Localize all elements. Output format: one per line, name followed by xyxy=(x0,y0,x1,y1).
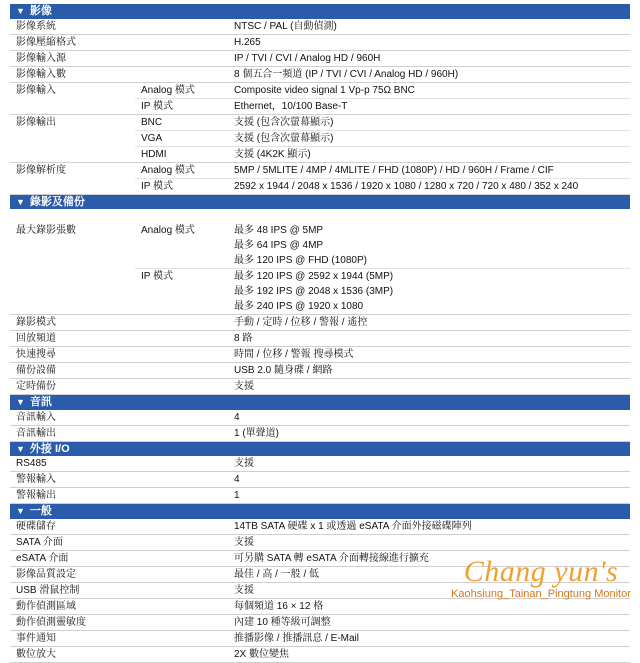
spec-value: NTSC / PAL (自動偵測) xyxy=(234,20,337,32)
spec-label: 影像輸入 xyxy=(16,84,56,96)
spec-row xyxy=(10,647,630,663)
spec-value: 支援 xyxy=(234,458,254,469)
spec-row xyxy=(10,519,630,535)
spec-group-video-output xyxy=(10,115,630,163)
spec-value: 8 個五合一頻道 (IP / TVI / CVI / Analog HD / 960H) xyxy=(234,68,459,80)
spec-group-max-record xyxy=(10,209,630,315)
spec-row xyxy=(10,315,630,331)
section-header-record xyxy=(10,195,630,210)
spec-label: 影像系統 xyxy=(16,20,56,32)
spec-group-video-input xyxy=(10,83,630,115)
spec-row xyxy=(10,331,630,347)
spec-value: 支援 xyxy=(234,584,254,596)
spec-value: H.265 xyxy=(234,36,261,48)
spec-label: 音訊輸出 xyxy=(16,427,56,439)
section-header-io xyxy=(10,442,630,457)
watermark-title: Chang yun's xyxy=(463,555,619,588)
spec-label: 最大錄影張數 xyxy=(16,225,76,236)
spec-row xyxy=(10,456,630,472)
spec-value: 5MP / 5MLITE / 4MP / 4MLITE / FHD (1080P) / HD / 960H / Frame / CIF xyxy=(234,164,554,176)
spec-row xyxy=(10,488,630,504)
section-header-audio xyxy=(10,395,630,410)
spec-label: 影像品質設定 xyxy=(16,568,76,580)
spec-value: 4 xyxy=(234,411,240,423)
spec-sub-label: VGA xyxy=(141,132,163,144)
spec-row xyxy=(10,426,630,442)
section-title: 外接 I/O xyxy=(29,442,70,455)
spec-sub-label: IP 模式 xyxy=(141,100,174,112)
section-title: 影像 xyxy=(29,5,52,17)
spec-value: 14TB SATA 硬碟 x 1 或透過 eSATA 介面外接磁碟陣列 xyxy=(234,520,472,532)
spec-value: 推播影像 / 推播訊息 / E-Mail xyxy=(234,632,360,644)
spec-row xyxy=(10,379,630,395)
spec-row xyxy=(10,615,630,631)
spec-label: 事件通知 xyxy=(16,632,56,644)
spec-value-line: 最多 120 IPS @ 2592 x 1944 (5MP) xyxy=(234,271,394,282)
spec-sub-label: Analog 模式 xyxy=(141,225,195,236)
spec-value: 支援 (包含次螢幕顯示) xyxy=(234,132,334,144)
spec-label: USB 滑鼠控制 xyxy=(16,584,80,596)
spec-value: Ethernet，10/100 Base-T xyxy=(234,100,348,112)
spec-label: 影像解析度 xyxy=(16,164,66,176)
spec-value: 可另購 SATA 轉 eSATA 介面轉接線進行擴充 xyxy=(234,552,429,564)
spec-label: 回放頻道 xyxy=(16,333,56,344)
spec-row xyxy=(10,35,630,51)
spec-row xyxy=(10,631,630,647)
spec-row xyxy=(10,410,630,426)
spec-label: 影像壓縮格式 xyxy=(16,36,76,48)
spec-value-line: 最多 64 IPS @ 4MP xyxy=(234,240,324,251)
spec-sub-label: HDMI xyxy=(141,148,167,160)
spec-label: 定時備份 xyxy=(16,381,56,392)
section-header-general xyxy=(10,504,630,519)
spec-sub-label: IP 模式 xyxy=(141,271,174,282)
spec-value: IP / TVI / CVI / Analog HD / 960H xyxy=(234,52,381,64)
spec-row xyxy=(10,19,630,35)
spec-value-line: 最多 120 IPS @ FHD (1080P) xyxy=(234,255,367,266)
spec-label: 影像輸入數 xyxy=(16,68,66,80)
spec-sub-label: Analog 模式 xyxy=(141,164,195,176)
spec-label: eSATA 介面 xyxy=(16,552,69,564)
triangle-down-icon: ▼ xyxy=(16,196,25,207)
spec-label: 動作偵測靈敏度 xyxy=(16,616,86,628)
spec-label: 快速搜尋 xyxy=(16,349,56,360)
spec-value: 2X 數位變焦 xyxy=(234,648,290,660)
spec-group-video-resolution xyxy=(10,163,630,195)
spec-value: 支援 (4K2K 顯示) xyxy=(234,148,311,160)
section-title: 錄影及備份 xyxy=(29,195,85,208)
triangle-down-icon: ▼ xyxy=(16,397,25,407)
watermark-subtitle: Kaohsiung_Tainan_Pingtung Monitor xyxy=(451,588,631,600)
triangle-down-icon: ▼ xyxy=(16,506,25,516)
spec-row xyxy=(10,51,630,67)
section-title: 音訊 xyxy=(29,396,52,408)
spec-value: 內建 10 種等級可調整 xyxy=(234,616,331,628)
watermark-logo xyxy=(446,556,636,601)
spec-label: 動作偵測區域 xyxy=(16,600,76,612)
spec-label: 警報輸出 xyxy=(16,490,56,501)
spec-row xyxy=(10,472,630,488)
spec-value: 4 xyxy=(234,474,240,485)
spec-value: 支援 (包含次螢幕顯示) xyxy=(234,116,334,128)
spec-row xyxy=(10,347,630,363)
spec-label: RS485 xyxy=(16,458,47,469)
spec-value: 手動 / 定時 / 位移 / 警報 / 遙控 xyxy=(234,317,368,328)
spec-sub-label: BNC xyxy=(141,116,163,128)
section-title: 一般 xyxy=(29,505,52,517)
spec-value: 每個頻道 16 × 12 格 xyxy=(234,600,324,612)
section-header-video xyxy=(10,4,630,19)
spec-label: 影像輸出 xyxy=(16,116,56,128)
spec-sub-label: Analog 模式 xyxy=(141,84,195,96)
spec-value: Composite video signal 1 Vp-p 75Ω BNC xyxy=(234,84,415,96)
spec-label: 數位放大 xyxy=(16,648,56,660)
spec-value: 1 (單聲道) xyxy=(234,427,279,439)
triangle-down-icon: ▼ xyxy=(16,6,25,16)
spec-value: 支援 xyxy=(234,536,254,548)
spec-label: SATA 介面 xyxy=(16,536,63,548)
spec-label: 錄影模式 xyxy=(16,317,56,328)
spec-value: 時間 / 位移 / 警報 搜尋模式 xyxy=(234,349,354,360)
spec-row xyxy=(10,67,630,83)
triangle-down-icon: ▼ xyxy=(16,443,25,454)
spec-row xyxy=(10,535,630,551)
spec-value: 2592 x 1944 / 2048 x 1536 / 1920 x 1080 / 1280 x 720 / 720 x 480 / 352 x 240 xyxy=(234,180,579,192)
spec-label: 硬碟儲存 xyxy=(16,520,56,532)
spec-value: 最佳 / 高 / 一般 / 低 xyxy=(234,568,320,580)
spec-label: 警報輸入 xyxy=(16,474,56,485)
spec-value: USB 2.0 隨身碟 / 網路 xyxy=(234,365,333,376)
spec-label: 音訊輸入 xyxy=(16,411,56,423)
spec-row xyxy=(10,363,630,379)
spec-value: 1 xyxy=(234,490,240,501)
spec-label: 影像輸入源 xyxy=(16,52,66,64)
spec-sub-label: IP 模式 xyxy=(141,180,174,192)
spec-value-line: 最多 48 IPS @ 5MP xyxy=(234,225,324,236)
spec-value: 支援 xyxy=(234,381,254,392)
spec-label: 備份設備 xyxy=(16,365,56,376)
spec-value-line: 最多 240 IPS @ 1920 x 1080 xyxy=(234,301,364,312)
spec-value-line: 最多 192 IPS @ 2048 x 1536 (3MP) xyxy=(234,286,394,297)
spec-value: 8 路 xyxy=(234,333,253,344)
